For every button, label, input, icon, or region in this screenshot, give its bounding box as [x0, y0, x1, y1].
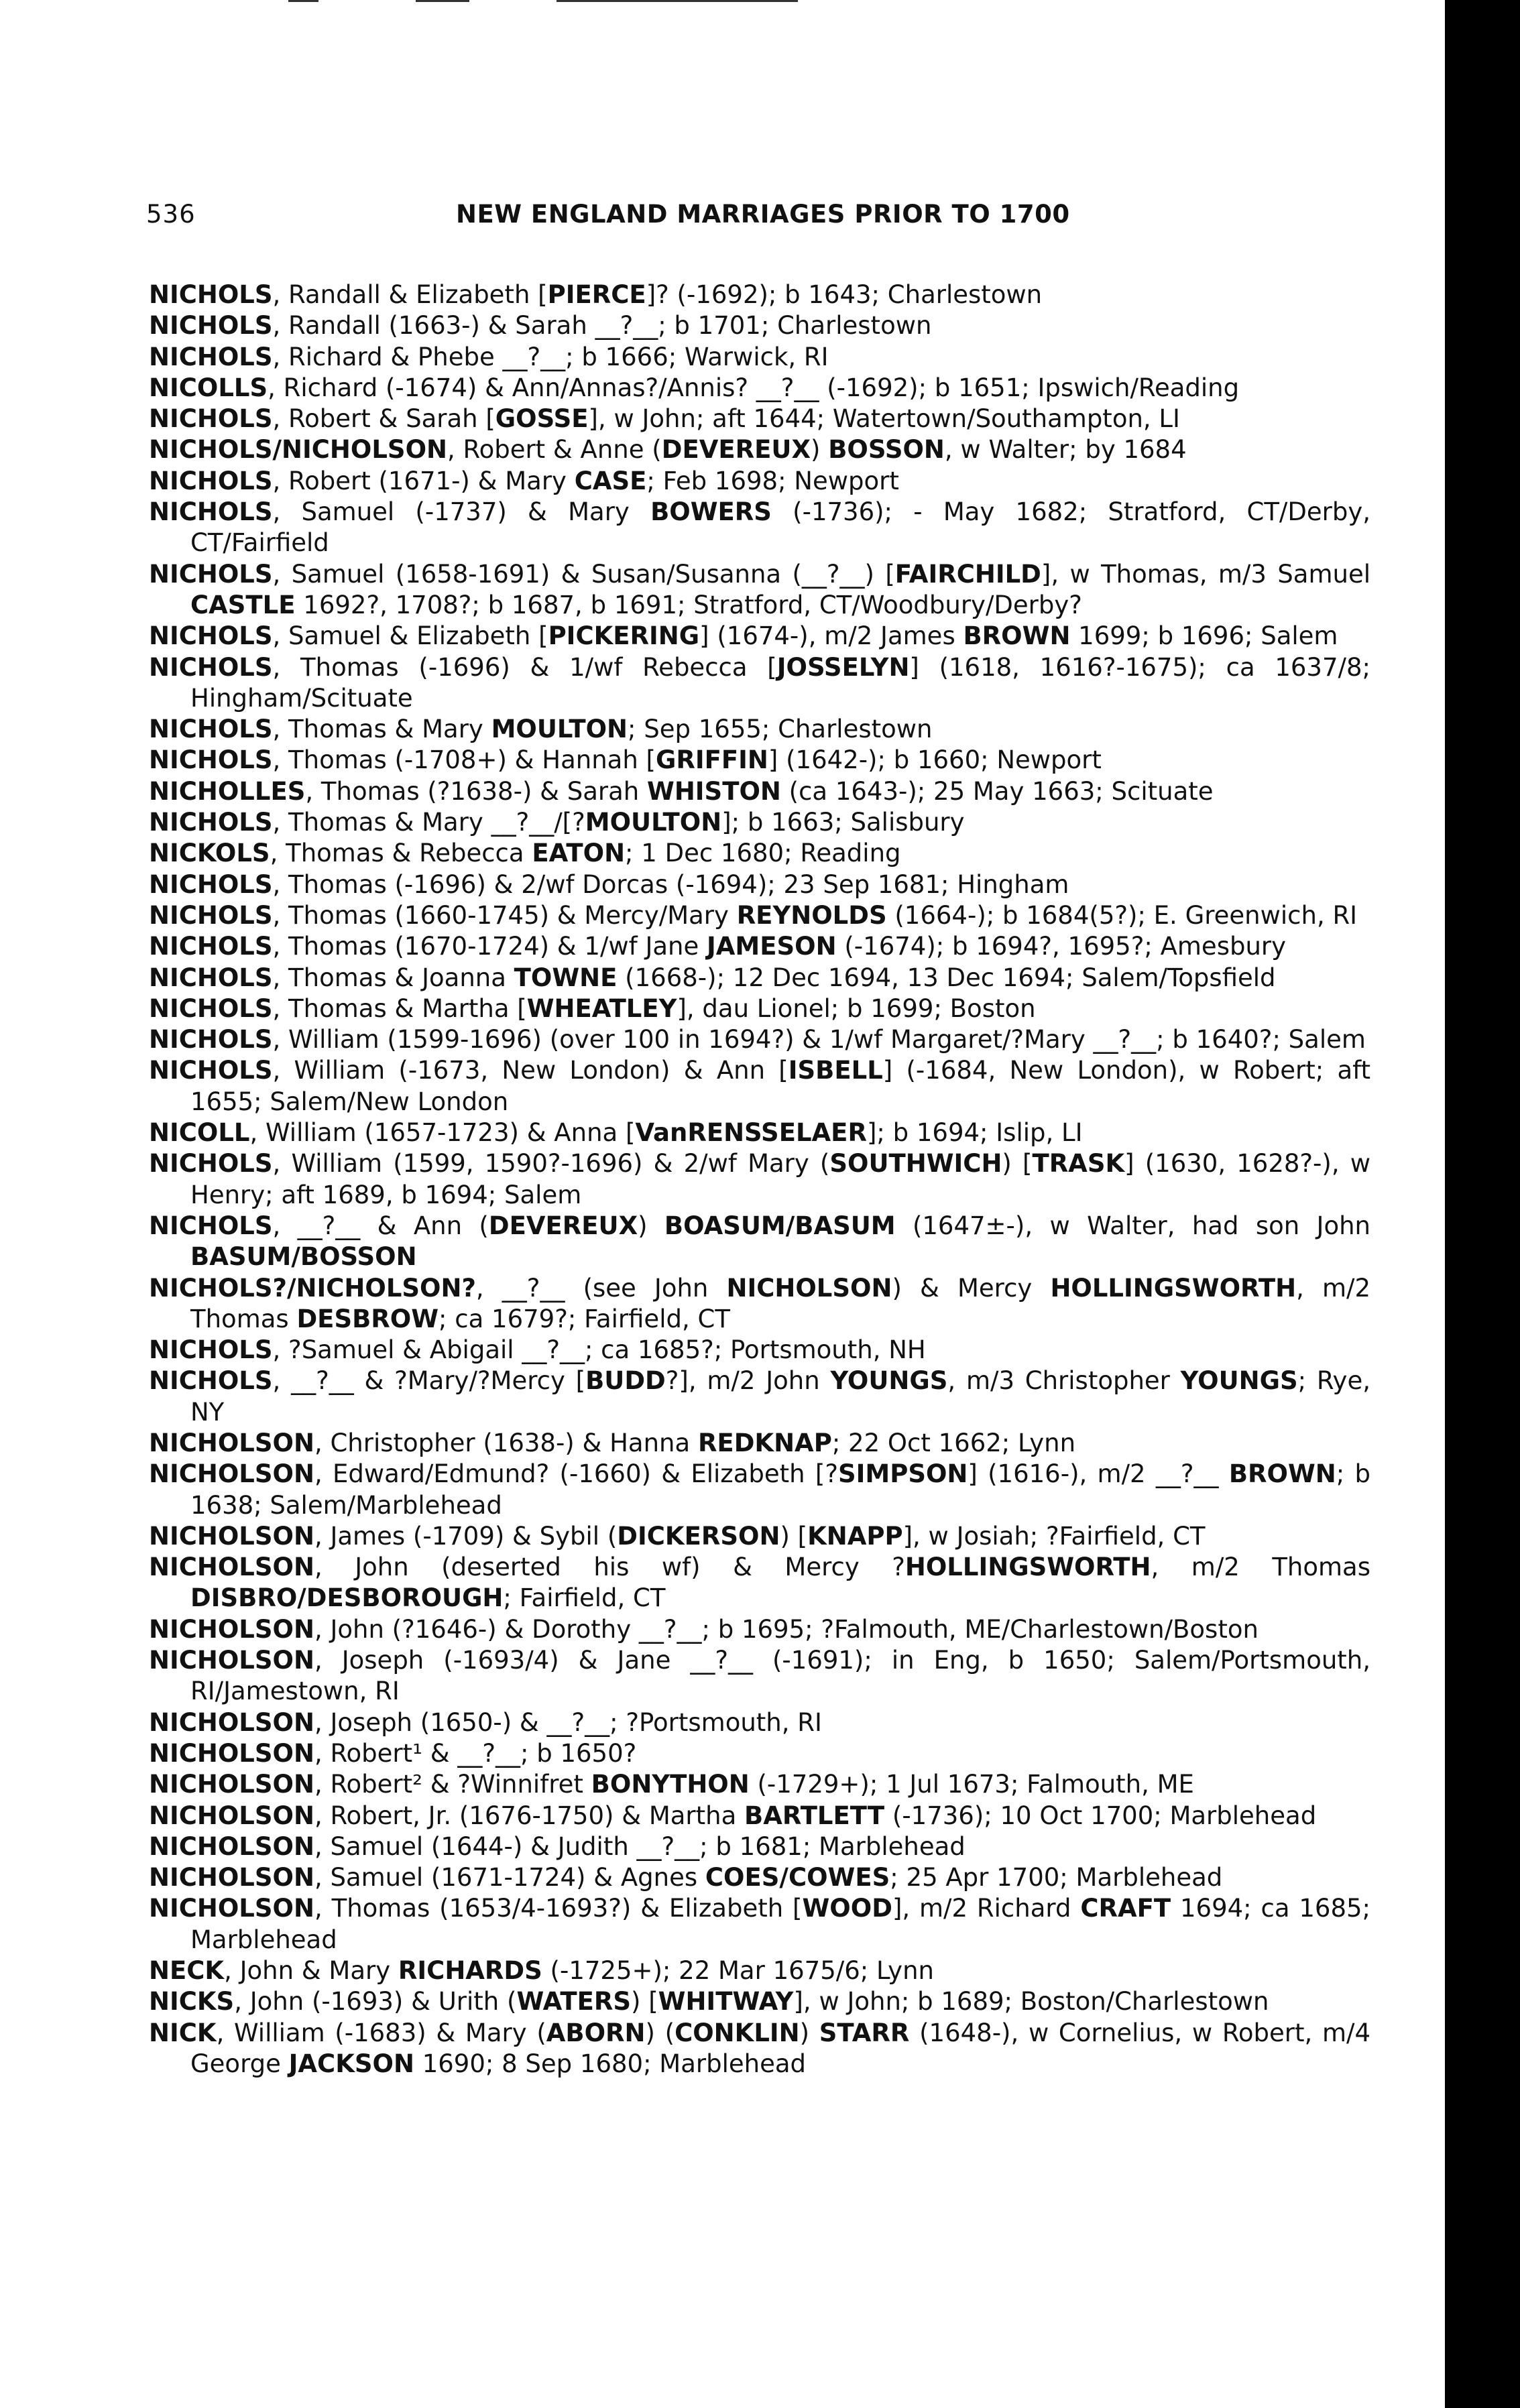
marriage-entry [149, 342, 1370, 373]
entry-text: , Robert, Jr. (1676-1750) & Martha [314, 1801, 745, 1830]
surname: WOOD [802, 1894, 892, 1923]
entry-text: ] (1674-), m/2 James [699, 621, 963, 651]
marriage-entry [149, 1211, 1370, 1273]
marriage-entry [149, 1552, 1370, 1614]
surname: NICHOLS [149, 466, 273, 495]
marriage-entry [149, 1055, 1370, 1118]
entry-text: ]; b 1663; Salisbury [721, 808, 965, 837]
entry-text: ?], m/2 John [665, 1366, 831, 1396]
entry-text: ; Rye, NY [190, 1366, 1370, 1427]
marriage-entry [149, 1614, 1370, 1645]
surname: NICHOLSON [149, 1770, 314, 1799]
entry-text: ; 1 Dec 1680; Reading [625, 839, 901, 868]
entry-text: , Thomas (-1708+) & Hannah [ [272, 745, 656, 775]
marriage-entry [149, 869, 1370, 900]
surname: NICHOLSON [149, 1894, 314, 1923]
entry-text: , William (-1673, New London) & Ann [ [272, 1056, 788, 1085]
entry-text: ], w John; b 1689; Boston/Charlestown [793, 1987, 1269, 2016]
marriage-entry [149, 1459, 1370, 1521]
surname: NICOLL [149, 1118, 250, 1148]
entry-text: , __?__ & ?Mary/?Mercy [ [272, 1366, 586, 1396]
marriage-entry [149, 1645, 1370, 1707]
entry-text: ] (1630, 1628?-), w Henry; aft 1689, b 1694; Salem [190, 1149, 1370, 1209]
entry-text: , Samuel (1671-1724) & Agnes [314, 1863, 705, 1892]
entry-text: , Samuel (1644-) & Judith __?__; b 1681; Marblehead [314, 1831, 966, 1861]
surname: NICHOLS [149, 1366, 273, 1396]
top-rule [416, 0, 469, 2]
marriage-entry [149, 373, 1370, 404]
marriage-entry [149, 310, 1370, 341]
scan-border [1445, 0, 1520, 2408]
entry-text: ; 22 Oct 1662; Lynn [831, 1428, 1076, 1457]
surname: BOASUM/BASUM [664, 1211, 896, 1240]
surname: NICHOLS [149, 311, 273, 341]
entry-text: , William (-1683) & Mary ( [216, 2018, 546, 2047]
entry-text: ) [ [1002, 1149, 1033, 1179]
surname: NICHOLSON [726, 1273, 892, 1303]
entry-text: , William (1599-1696) (over 100 in 1694?) & 1/wf Margaret/?Mary __?__; b 1640?; Salem [272, 1025, 1366, 1055]
entry-text: , Robert¹ & __?__; b 1650? [314, 1738, 637, 1768]
surname: NICHOLSON [149, 1801, 314, 1830]
entry-text: ) [810, 435, 829, 465]
surname: BUDD [585, 1366, 666, 1396]
surname: COES/COWES [705, 1863, 890, 1892]
entry-text: , Edward/Edmund? (-1660) & Elizabeth [? [314, 1459, 838, 1489]
surname: SIMPSON [837, 1459, 968, 1489]
entry-text: , __?__ (see John [475, 1273, 727, 1303]
marriage-entry [149, 1024, 1370, 1055]
entry-text: ], w John; aft 1644; Watertown/Southampton, LI [588, 404, 1180, 434]
surname: REYNOLDS [736, 900, 887, 930]
entry-text: (-1725+); 22 Mar 1675/6; Lynn [542, 1956, 934, 1986]
entry-text: , Samuel (1658-1691) & Susan/Susanna (__?__) [ [272, 559, 895, 589]
surname: VanRENSSELAER [635, 1118, 867, 1148]
marriage-entry [149, 776, 1370, 807]
entry-text: (ca 1643-); 25 May 1663; Scituate [780, 776, 1214, 806]
surname: NICHOLS [149, 932, 273, 961]
entry-text: 1694; ca 1685; Marblehead [190, 1894, 1371, 1954]
surname: BROWN [1228, 1459, 1336, 1489]
entry-text: , Thomas & Martha [ [272, 994, 527, 1023]
entry-text: , Thomas (?1638-) & Sarah [305, 776, 648, 806]
surname: NICHOLS [149, 1056, 273, 1085]
marriage-entry [149, 931, 1370, 962]
entry-text: , Richard (-1674) & Ann/Annas?/Annis? __?__ (-1692); b 1651; Ipswich/Reading [268, 373, 1240, 402]
entry-text: ]; b 1694; Islip, LI [866, 1118, 1083, 1148]
marriage-entries [149, 280, 1370, 2080]
surname: BONYTHON [591, 1770, 750, 1799]
marriage-entry [149, 994, 1370, 1024]
entry-text: , Joseph (-1693/4) & Jane __?__ (-1691); in Eng, b 1650; Salem/Portsmouth, RI/Jamestown, RI [190, 1646, 1370, 1706]
surname: WHITWAY [658, 1987, 794, 2016]
surname: NICHOLS [149, 559, 273, 589]
marriage-entry [149, 745, 1370, 776]
surname: EATON [532, 839, 626, 868]
entry-text: , John (-1693) & Urith ( [234, 1987, 517, 2016]
surname: WHISTON [647, 776, 781, 806]
entry-text: , Thomas (1670-1724) & 1/wf Jane [272, 932, 707, 961]
entry-text: , William (1599, 1590?-1696) & 2/wf Mary ( [272, 1149, 830, 1179]
surname: NICHOLS [149, 1335, 273, 1365]
surname: NICHOLS [149, 404, 273, 434]
surname: TOWNE [514, 963, 618, 992]
surname: NICHOLS [149, 280, 273, 309]
surname: YOUNGS [1180, 1366, 1298, 1396]
entry-text: , John (deserted his wf) & Mercy ? [314, 1553, 905, 1582]
entry-text: (-1736); - May 1682; Stratford, CT/Derby, CT/Fairfield [190, 497, 1370, 558]
surname: DEVEREUX [661, 435, 811, 465]
entry-text: (-1736); 10 Oct 1700; Marblehead [884, 1801, 1317, 1830]
entry-text: , m/2 Thomas [1151, 1553, 1371, 1582]
entry-text: , Randall (1663-) & Sarah __?__; b 1701; Charlestown [272, 311, 932, 341]
entry-text: , Randall & Elizabeth [ [272, 280, 548, 309]
entry-text: , __?__ & Ann ( [272, 1211, 489, 1240]
entry-text: , Thomas (1653/4-1693?) & Elizabeth [ [314, 1894, 803, 1923]
surname: WATERS [516, 1987, 632, 2016]
marriage-entry [149, 2018, 1370, 2080]
marriage-entry [149, 1273, 1370, 1335]
marriage-entry [149, 621, 1370, 652]
entry-text: , Thomas & Rebecca [270, 839, 532, 868]
entry-text: , Samuel & Elizabeth [ [272, 621, 548, 651]
entry-text: , Thomas & Mary __?__/[? [272, 808, 585, 837]
marriage-entry [149, 1862, 1370, 1893]
surname: JAMESON [707, 932, 837, 961]
surname: RICHARDS [398, 1956, 542, 1986]
marriage-entry [149, 963, 1370, 994]
marriage-entry [149, 1801, 1370, 1831]
surname: NICHOLS [149, 808, 273, 837]
entry-text: (1664-); b 1684(5?); E. Greenwich, RI [886, 900, 1358, 930]
surname: NECK [149, 1956, 225, 1986]
entry-text: ) & Mercy [892, 1273, 1051, 1303]
surname: BASUM/BOSSON [190, 1242, 417, 1272]
entry-text: ; Sep 1655; Charlestown [628, 715, 933, 744]
entry-text: , James (-1709) & Sybil ( [314, 1521, 618, 1551]
marriage-entry [149, 1335, 1370, 1366]
page-number: 536 [146, 200, 196, 229]
surname: NICK [149, 2018, 217, 2047]
entry-text: (1668-); 12 Dec 1694, 13 Dec 1694; Salem/Topsfield [617, 963, 1276, 992]
entry-text: ) [ [631, 1987, 658, 2016]
surname: NICHOLS?/NICHOLSON? [149, 1273, 476, 1303]
surname: NICHOLSON [149, 1863, 314, 1892]
entry-text: ) [799, 2018, 819, 2047]
entry-text: , John (?1646-) & Dorothy __?__; b 1695; ?Falmouth, ME/Charlestown/Boston [314, 1614, 1259, 1644]
marriage-entry [149, 1769, 1370, 1800]
surname: PIERCE [547, 280, 646, 309]
running-head: NEW ENGLAND MARRIAGES PRIOR TO 1700 [456, 200, 1070, 229]
top-rule [288, 0, 318, 2]
surname: DICKERSON [617, 1521, 780, 1551]
surname: NICHOLSON [149, 1738, 314, 1768]
surname: NICHOLS [149, 1211, 273, 1240]
surname: NICHOLSON [149, 1646, 314, 1675]
surname: DEVEREUX [488, 1211, 638, 1240]
marriage-entry [149, 807, 1370, 838]
surname: NICHOLSON [149, 1459, 314, 1489]
entry-text: , Thomas & Mary [272, 715, 491, 744]
marriage-entry [149, 497, 1370, 559]
entry-text: , Robert² & ?Winnifret [314, 1770, 591, 1799]
entry-text: ], dau Lionel; b 1699; Boston [677, 994, 1036, 1023]
entry-text: , Richard & Phebe __?__; b 1666; Warwick, RI [272, 342, 829, 371]
surname: NICOLLS [149, 373, 268, 402]
surname: NICHOLS [149, 715, 273, 744]
entry-text: ] (1642-); b 1660; Newport [768, 745, 1102, 775]
surname: WHEATLEY [526, 994, 677, 1023]
entry-text: ; Feb 1698; Newport [646, 466, 899, 495]
entry-text: , Robert & Sarah [ [272, 404, 495, 434]
surname: GRIFFIN [655, 745, 768, 775]
entry-text: , William (1657-1723) & Anna [ [249, 1118, 636, 1148]
surname: NICHOLSON [149, 1428, 314, 1457]
surname: CASTLE [190, 590, 296, 619]
surname: REDKNAP [697, 1428, 832, 1457]
entry-text: ]? (-1692); b 1643; Charlestown [646, 280, 1043, 309]
surname: MOULTON [585, 808, 722, 837]
entry-text: ; 25 Apr 1700; Marblehead [890, 1863, 1223, 1892]
surname: FAIRCHILD [894, 559, 1041, 589]
entry-text: ) [ [780, 1521, 808, 1551]
entry-text: , Joseph (1650-) & __?__; ?Portsmouth, RI [314, 1707, 822, 1737]
surname: NICHOLS [149, 1025, 273, 1055]
entry-text: , John & Mary [224, 1956, 398, 1986]
entry-text: , Robert & Anne ( [447, 435, 662, 465]
marriage-entry [149, 1428, 1370, 1459]
marriage-entry [149, 1521, 1370, 1552]
entry-text: ; b 1638; Salem/Marblehead [190, 1459, 1371, 1520]
entry-text: , Samuel (-1737) & Mary [272, 497, 651, 527]
surname: GOSSE [495, 404, 589, 434]
entry-text: ; Fairfield, CT [503, 1583, 666, 1613]
marriage-entry [149, 404, 1370, 434]
surname: BARTLETT [744, 1801, 885, 1830]
surname: NICHOLS/NICHOLSON [149, 435, 447, 465]
marriage-entry [149, 434, 1370, 465]
surname: NICHOLS [149, 900, 273, 930]
surname: NICHOLS [149, 1149, 273, 1179]
marriage-entry [149, 652, 1370, 715]
surname: BOWERS [650, 497, 772, 527]
entry-text: , Thomas (1660-1745) & Mercy/Mary [272, 900, 737, 930]
surname: NICHOLS [149, 869, 273, 899]
surname: CRAFT [1080, 1894, 1171, 1923]
surname: NICHOLS [149, 745, 273, 775]
entry-text: , Robert (1671-) & Mary [272, 466, 575, 495]
surname: NICHOLSON [149, 1553, 314, 1582]
marriage-entry [149, 838, 1370, 869]
entry-text: , m/2 Thomas [190, 1273, 1370, 1333]
marriage-entry [149, 1148, 1370, 1211]
surname: NICHOLS [149, 994, 273, 1023]
surname: NICHOLSON [149, 1707, 314, 1737]
entry-text: ], w Thomas, m/3 Samuel [1041, 559, 1370, 589]
surname: DISBRO/DESBOROUGH [190, 1583, 504, 1613]
entry-text: ], w Josiah; ?Fairfield, CT [902, 1521, 1206, 1551]
marriage-entry [149, 1986, 1370, 2017]
surname: NICHOLSON [149, 1521, 314, 1551]
entry-text: (1648-), w Cornelius, w Robert, m/4 George [190, 2018, 1370, 2078]
surname: PICKERING [548, 621, 700, 651]
entry-text: (1647±-), w Walter, had son John [895, 1211, 1370, 1240]
surname: BROWN [963, 621, 1071, 651]
marriage-entry [149, 900, 1370, 931]
marriage-entry [149, 1738, 1370, 1769]
entry-text: , Thomas & Joanna [272, 963, 514, 992]
marriage-entry [149, 1707, 1370, 1738]
surname: MOULTON [491, 715, 628, 744]
surname: NICHOLLES [149, 776, 306, 806]
entry-text: , w Walter; by 1684 [944, 435, 1187, 465]
entry-text: ], m/2 Richard [892, 1894, 1081, 1923]
surname: NICKOLS [149, 839, 270, 868]
surname: DESBROW [296, 1304, 439, 1333]
entry-text: , Christopher (1638-) & Hanna [314, 1428, 698, 1457]
surname: NICHOLS [149, 497, 273, 527]
entry-text: , m/3 Christopher [947, 1366, 1181, 1396]
entry-text: 1692?, 1708?; b 1687, b 1691; Stratford, CT/Woodbury/Derby? [295, 590, 1082, 619]
surname: JACKSON [288, 2049, 414, 2078]
surname: CASE [574, 466, 647, 495]
entry-text: (-1674); b 1694?, 1695?; Amesbury [836, 932, 1287, 961]
entry-text: , ?Samuel & Abigail __?__; ca 1685?; Portsmouth, NH [272, 1335, 926, 1365]
entry-text: 1699; b 1696; Salem [1070, 621, 1338, 651]
top-rule [557, 0, 798, 2]
marriage-entry [149, 559, 1370, 621]
marriage-entry [149, 714, 1370, 745]
surname: NICKS [149, 1987, 235, 2016]
surname: SOUTHWICH [829, 1149, 1002, 1179]
entry-text: 1690; 8 Sep 1680; Marblehead [414, 2049, 807, 2078]
entry-text: ] (-1684, New London), w Robert; aft 1655; Salem/New London [190, 1056, 1371, 1116]
surname: KNAPP [807, 1521, 903, 1551]
surname: NICHOLS [149, 652, 273, 682]
entry-text: ; ca 1679?; Fairfield, CT [439, 1304, 730, 1333]
surname: STARR [819, 2018, 910, 2047]
entry-text: (-1729+); 1 Jul 1673; Falmouth, ME [749, 1770, 1194, 1799]
marriage-entry [149, 1118, 1370, 1148]
entry-text: ) [638, 1211, 664, 1240]
marriage-entry [149, 280, 1370, 310]
surname: NICHOLS [149, 963, 273, 992]
marriage-entry [149, 1831, 1370, 1862]
entry-text: , Thomas (-1696) & 1/wf Rebecca [ [272, 652, 777, 682]
surname: JOSSELYN [776, 652, 910, 682]
surname: BOSSON [828, 435, 945, 465]
entry-text: ) ( [645, 2018, 675, 2047]
surname: CONKLIN [675, 2018, 800, 2047]
surname: ABORN [546, 2018, 646, 2047]
surname: NICHOLS [149, 342, 273, 371]
surname: NICHOLSON [149, 1614, 314, 1644]
surname: ISBELL [788, 1056, 883, 1085]
surname: NICHOLSON [149, 1831, 314, 1861]
marriage-entry [149, 1893, 1370, 1955]
entry-text: ] (1616-), m/2 __?__ [968, 1459, 1229, 1489]
marriage-entry [149, 1366, 1370, 1428]
marriage-entry [149, 466, 1370, 497]
surname: HOLLINGSWORTH [904, 1553, 1151, 1582]
surname: YOUNGS [830, 1366, 948, 1396]
marriage-entry [149, 1955, 1370, 1986]
surname: TRASK [1032, 1149, 1125, 1179]
entry-text: ] (1618, 1616?-1675); ca 1637/8; Hingham/Scituate [190, 652, 1370, 713]
entry-text: , Thomas (-1696) & 2/wf Dorcas (-1694); 23 Sep 1681; Hingham [272, 869, 1069, 899]
surname: NICHOLS [149, 621, 273, 651]
surname: HOLLINGSWORTH [1050, 1273, 1297, 1303]
